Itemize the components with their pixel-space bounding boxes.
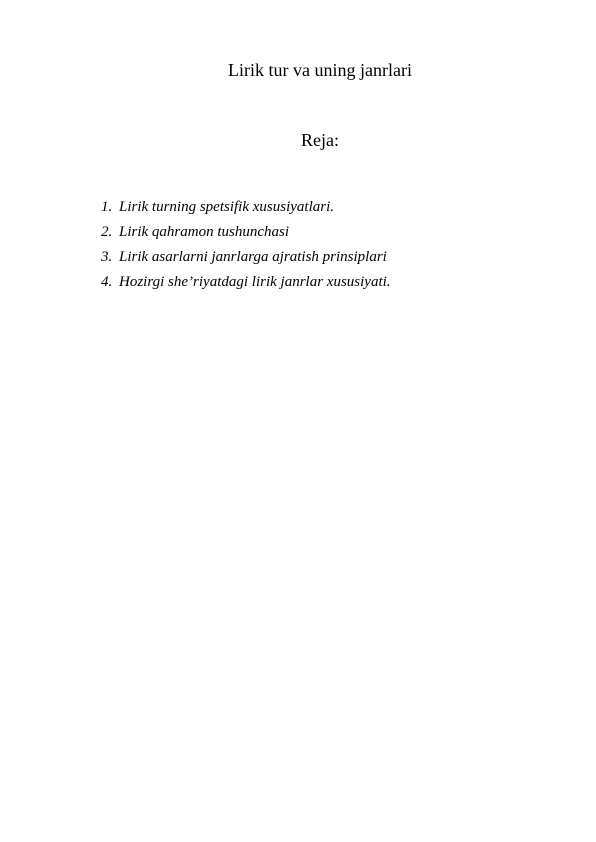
plan-item-number: 3. — [101, 249, 113, 265]
plan-item-1 — [101, 195, 561, 220]
plan-item-text: Lirik qahramon tushunchasi — [119, 224, 290, 240]
plan-item-number: 4. — [101, 274, 113, 290]
plan-heading: Reja: — [301, 130, 339, 150]
plan-item-number: 1. — [101, 199, 113, 215]
plan-item-text: Hozirgi she’riyatdagi lirik janrlar xususiyati. — [119, 274, 391, 290]
plan-item-text: Lirik asarlarni janrlarga ajratish prinsiplari — [119, 249, 387, 265]
plan-item-number: 2. — [101, 224, 113, 240]
plan-list — [101, 195, 561, 295]
plan-item-text: Lirik turning spetsifik xususiyatlari. — [119, 199, 335, 215]
plan-item-4 — [101, 270, 561, 295]
plan-item-3 — [101, 245, 561, 270]
plan-item-2 — [101, 220, 561, 245]
document-title: Lirik tur va uning janrlari — [228, 60, 412, 80]
